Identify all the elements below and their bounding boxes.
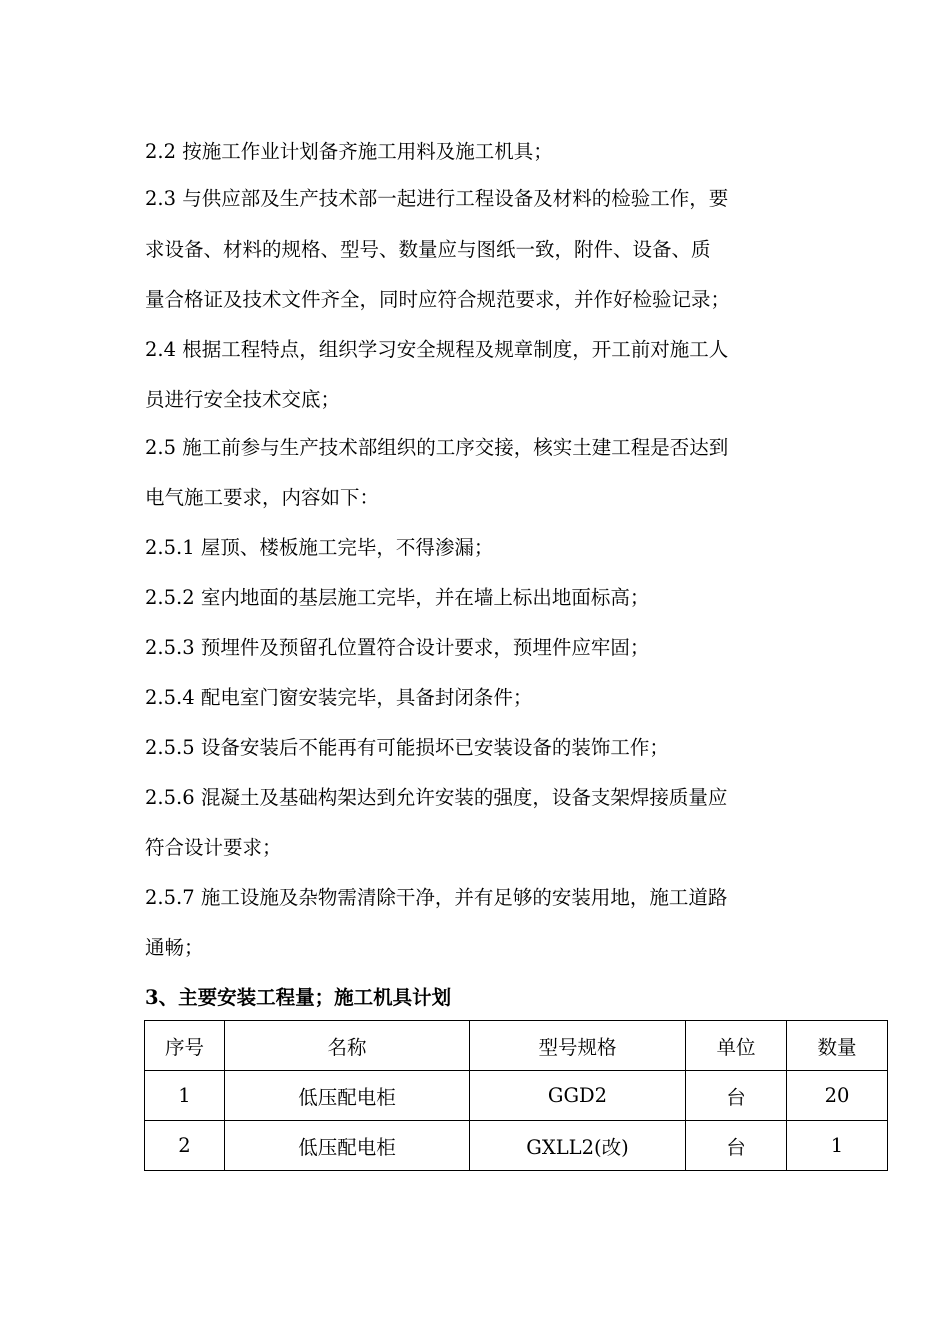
paragraph-line: 2.4 根据工程特点，组织学习安全规程及规章制度，开工前对施工人 [145, 338, 729, 361]
table-cell: 1 [145, 1071, 225, 1121]
header-cell-model: 型号规格 [470, 1021, 686, 1071]
header-cell-name: 名称 [225, 1021, 470, 1071]
table-cell: 2 [145, 1121, 225, 1171]
paragraph-line: 2.2 按施工作业计划备齐施工用料及施工机具； [145, 140, 553, 163]
equipment-table [144, 1020, 888, 1171]
paragraph-line: 求设备、材料的规格、型号、数量应与图纸一致，附件、设备、质 [145, 238, 711, 261]
table-cell: 台 [686, 1121, 787, 1171]
table-cell: 20 [787, 1071, 888, 1121]
paragraph-line: 电气施工要求，内容如下： [145, 486, 380, 509]
table-cell: 1 [787, 1121, 888, 1171]
paragraph-line: 2.5.5 设备安装后不能再有可能损坏已安装设备的装饰工作； [145, 736, 669, 759]
section-heading: 3、主要安装工程量；施工机具计划 [145, 986, 452, 1009]
table-row [145, 1071, 888, 1121]
paragraph-line: 2.5 施工前参与生产技术部组织的工序交接，核实土建工程是否达到 [145, 436, 729, 459]
paragraph-line: 2.5.2 室内地面的基层施工完毕，并在墙上标出地面标高； [145, 586, 650, 609]
paragraph-line: 符合设计要求； [145, 836, 282, 859]
table-cell: 台 [686, 1071, 787, 1121]
table-cell: GGD2 [470, 1071, 686, 1121]
paragraph-line: 2.5.4 配电室门窗安装完毕，具备封闭条件； [145, 686, 533, 709]
paragraph-line: 通畅； [145, 936, 204, 959]
paragraph-line: 2.5.1 屋顶、楼板施工完毕，不得渗漏； [145, 536, 494, 559]
header-cell-quantity: 数量 [787, 1021, 888, 1071]
header-cell-index: 序号 [145, 1021, 225, 1071]
paragraph-line: 2.3 与供应部及生产技术部一起进行工程设备及材料的检验工作，要 [145, 187, 729, 210]
table-cell: GXLL2(改) [470, 1121, 686, 1171]
paragraph-line: 2.5.3 预埋件及预留孔位置符合设计要求，预埋件应牢固； [145, 636, 650, 659]
table-cell: 低压配电柜 [225, 1121, 470, 1171]
paragraph-line: 2.5.7 施工设施及杂物需清除干净，并有足够的安装用地，施工道路 [145, 886, 728, 909]
table-cell: 低压配电柜 [225, 1071, 470, 1121]
table-header-row [145, 1021, 888, 1071]
paragraph-line: 2.5.6 混凝土及基础构架达到允许安装的强度，设备支架焊接质量应 [145, 786, 728, 809]
table-row [145, 1121, 888, 1171]
paragraph-line: 员进行安全技术交底； [145, 388, 341, 411]
header-cell-unit: 单位 [686, 1021, 787, 1071]
paragraph-line: 量合格证及技术文件齐全，同时应符合规范要求，并作好检验记录； [145, 288, 731, 311]
